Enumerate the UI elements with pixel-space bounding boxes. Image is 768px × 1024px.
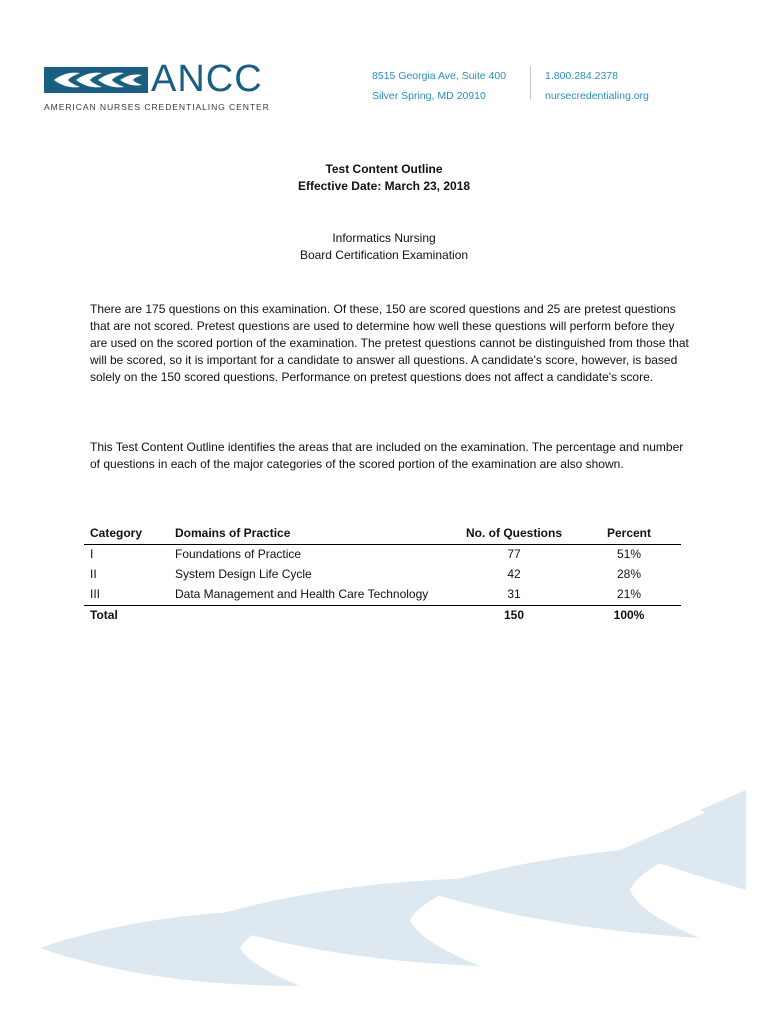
effective-date: Effective Date: March 23, 2018 [297, 179, 471, 193]
address-line-1: 8515 Georgia Ave, Suite 400 [372, 70, 507, 82]
row-questions: 42 [507, 567, 521, 581]
website-link[interactable]: nursecredentialing.org [545, 90, 649, 102]
ancc-logo-mark-icon [44, 67, 148, 93]
header-domain: Domains of Practice [175, 526, 291, 540]
row-percent: 21% [616, 587, 642, 601]
address-line-2: Silver Spring, MD 20910 [372, 90, 486, 102]
chevron-watermark-icon [0, 770, 768, 1024]
row-questions: 31 [507, 587, 521, 601]
outline-paragraph: This Test Content Outline identifies the areas that are included on the examination. The percentage and number of questions in each of the major categories of the scored portion of the examination are also shown. [90, 440, 684, 471]
table-row [84, 545, 681, 565]
total-percent: 100% [613, 608, 645, 622]
row-category: III [90, 587, 101, 601]
row-percent: 51% [616, 547, 642, 561]
logo-wordmark: ANCC [151, 58, 263, 100]
phone-number: 1.800.284.2378 [545, 70, 618, 82]
contact-block [545, 66, 649, 106]
exam-type: Board Certification Examination [299, 248, 469, 262]
row-category: I [90, 547, 94, 561]
row-domain: Data Management and Health Care Technology [175, 587, 429, 601]
row-questions: 77 [507, 547, 521, 561]
document-title: Test Content Outline [325, 162, 443, 176]
table-total-row [84, 605, 681, 624]
table-header-row [84, 524, 681, 545]
header-divider [530, 66, 531, 100]
table-row [84, 565, 681, 585]
header-percent: Percent [606, 526, 652, 540]
header-questions: No. of Questions [466, 526, 562, 540]
total-questions: 150 [503, 608, 525, 622]
total-label: Total [90, 608, 118, 622]
exam-heading [0, 230, 768, 264]
title-block [0, 161, 768, 195]
row-category: II [90, 567, 97, 581]
address-block [372, 66, 506, 106]
logo-subtitle: AMERICAN NURSES CREDENTIALING CENTER [44, 102, 270, 112]
content-outline-table [84, 524, 681, 624]
row-percent: 28% [616, 567, 642, 581]
table-row [84, 585, 681, 605]
header-category: Category [90, 526, 143, 540]
ancc-logo [44, 58, 274, 116]
row-domain: Foundations of Practice [175, 547, 302, 561]
row-domain: System Design Life Cycle [175, 567, 312, 581]
intro-paragraph: There are 175 questions on this examination. Of these, 150 are scored questions and 25 are pretest questions that are not scored. Pretest questions are used to determine how well these questions will perform before they are used on the scored portion of the examination. The pretest questions cannot be distinguished from those that will be scored, so it is important for a candidate to answer all questions. A candidate's score, however, is based solely on the 150 scored questions. Performance on pretest questions does not affect a candidate's score. [90, 302, 689, 384]
exam-name: Informatics Nursing [332, 231, 436, 245]
